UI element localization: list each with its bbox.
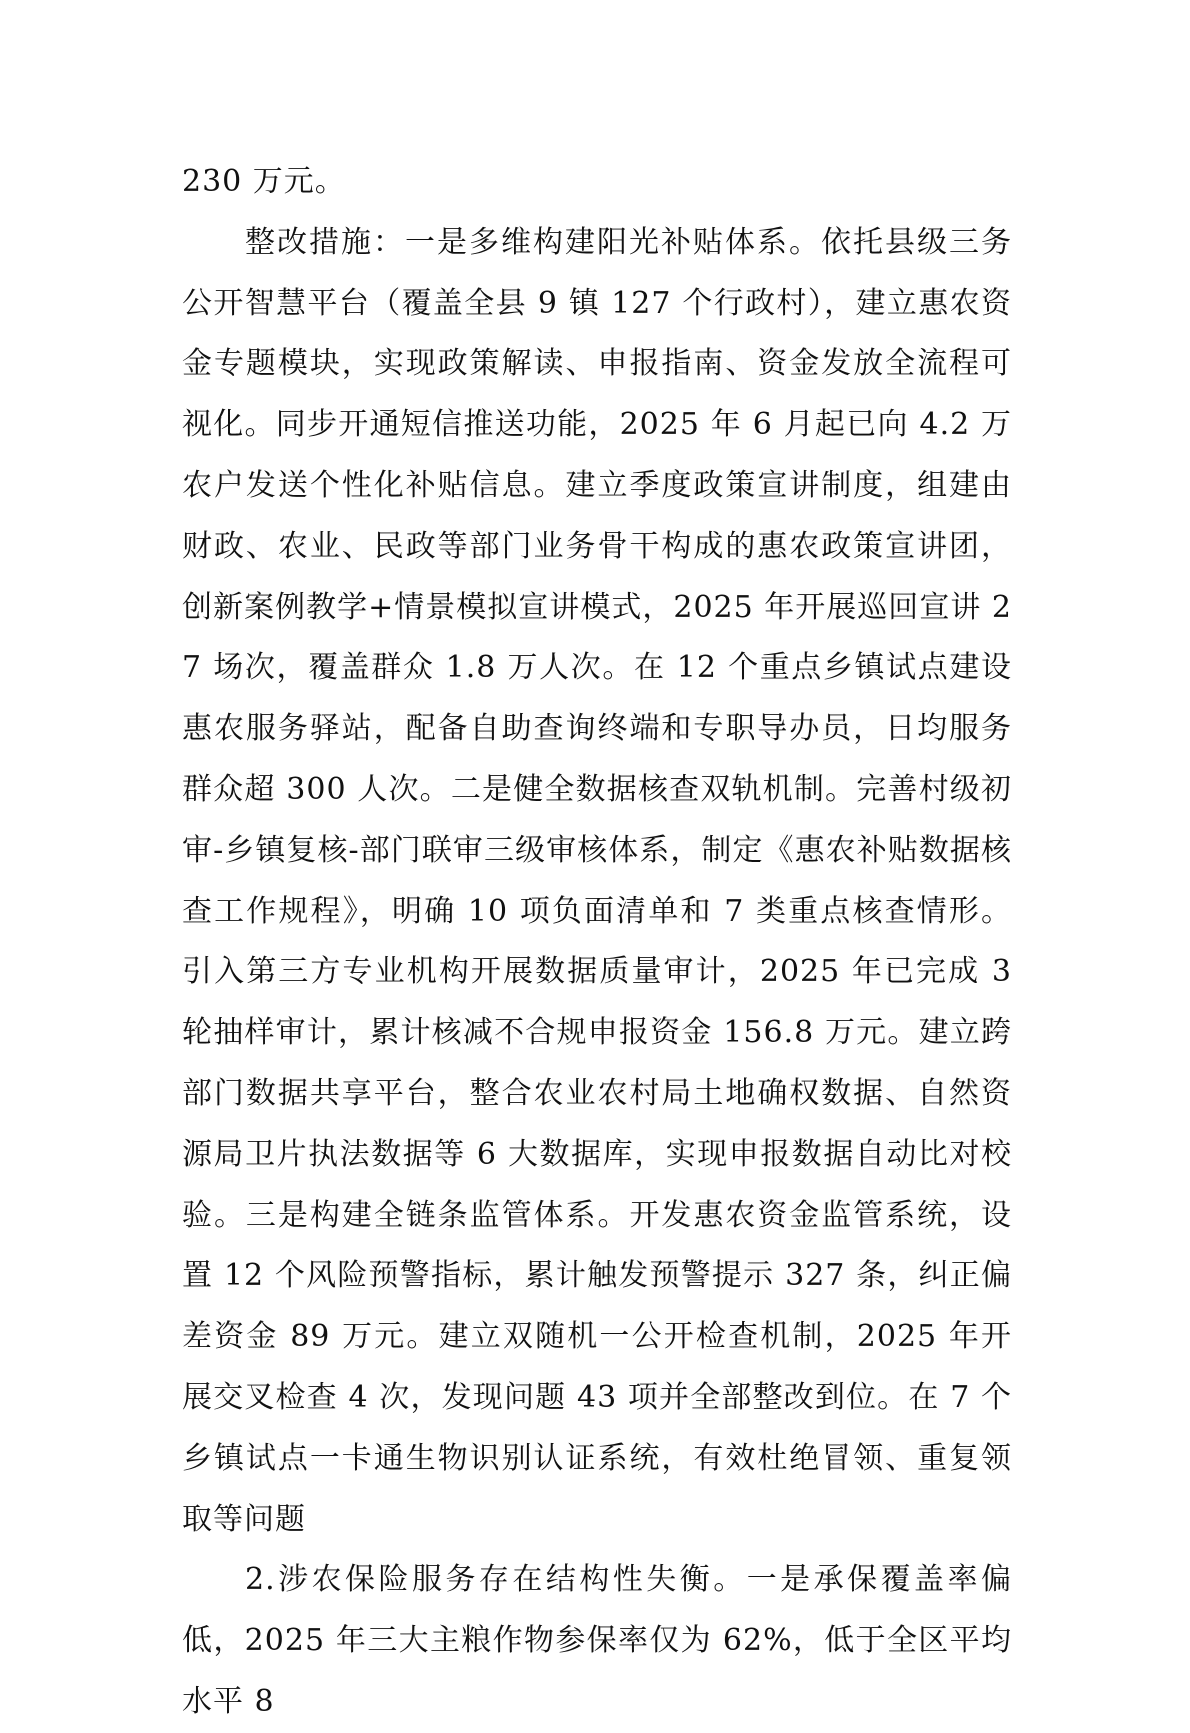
paragraph-agricultural-insurance: 2.涉农保险服务存在结构性失衡。一是承保覆盖率偏低，2025 年三大主粮作物参保率仅为 62%，低于全区平均水平 8 bbox=[182, 1562, 1012, 1719]
paragraph-rectification-measures: 整改措施：一是多维构建阳光补贴体系。依托县级三务公开智慧平台（覆盖全县 9 镇 127 个行政村），建立惠农资金专题模块，实现政策解读、申报指南、资金发放全流程可视化。同步开通短信推送功能，2025 年 6 月起已向 4.2 万农户发送个性化补贴信息。建立季度政策宣讲制度，组建由财政、农业、民政等部门业务骨干构成的惠农政策宣讲团，创新案例教学+情景模拟宣讲模式，2025 年开展巡回宣讲 27 场次，覆盖群众 1.8 万人次。在 12 个重点乡镇试点建设惠农服务驿站，配备自助查询终端和专职导办员，日均服务群众超 300 人次。二是健全数据核查双轨机制。完善村级初审-乡镇复核-部门联审三级审核体系，制定《惠农补贴数据核查工作规程》，明确 10 项负面清单和 7 类重点核查情形。引入第三方专业机构开展数据质量审计，2025 年已完成 3 轮抽样审计，累计核减不合规申报资金 156.8 万元。建立跨部门数据共享平台，整合农业农村局土地确权数据、自然资源局卫片执法数据等 6 大数据库，实现申报数据自动比对校验。三是构建全链条监管体系。开发惠农资金监管系统，设置 12 个风险预警指标，累计触发预警提示 327 条，纠正偏差资金 89 万元。建立双随机一公开检查机制，2025 年开展交叉检查 4 次，发现问题 43 项并全部整改到位。在 7 个乡镇试点一卡通生物识别认证系统，有效杜绝冒领、重复领取等问题 bbox=[182, 224, 1012, 1537]
document-body bbox=[182, 152, 1012, 1733]
paragraph-continuation: 230 万元。 bbox=[182, 164, 346, 199]
